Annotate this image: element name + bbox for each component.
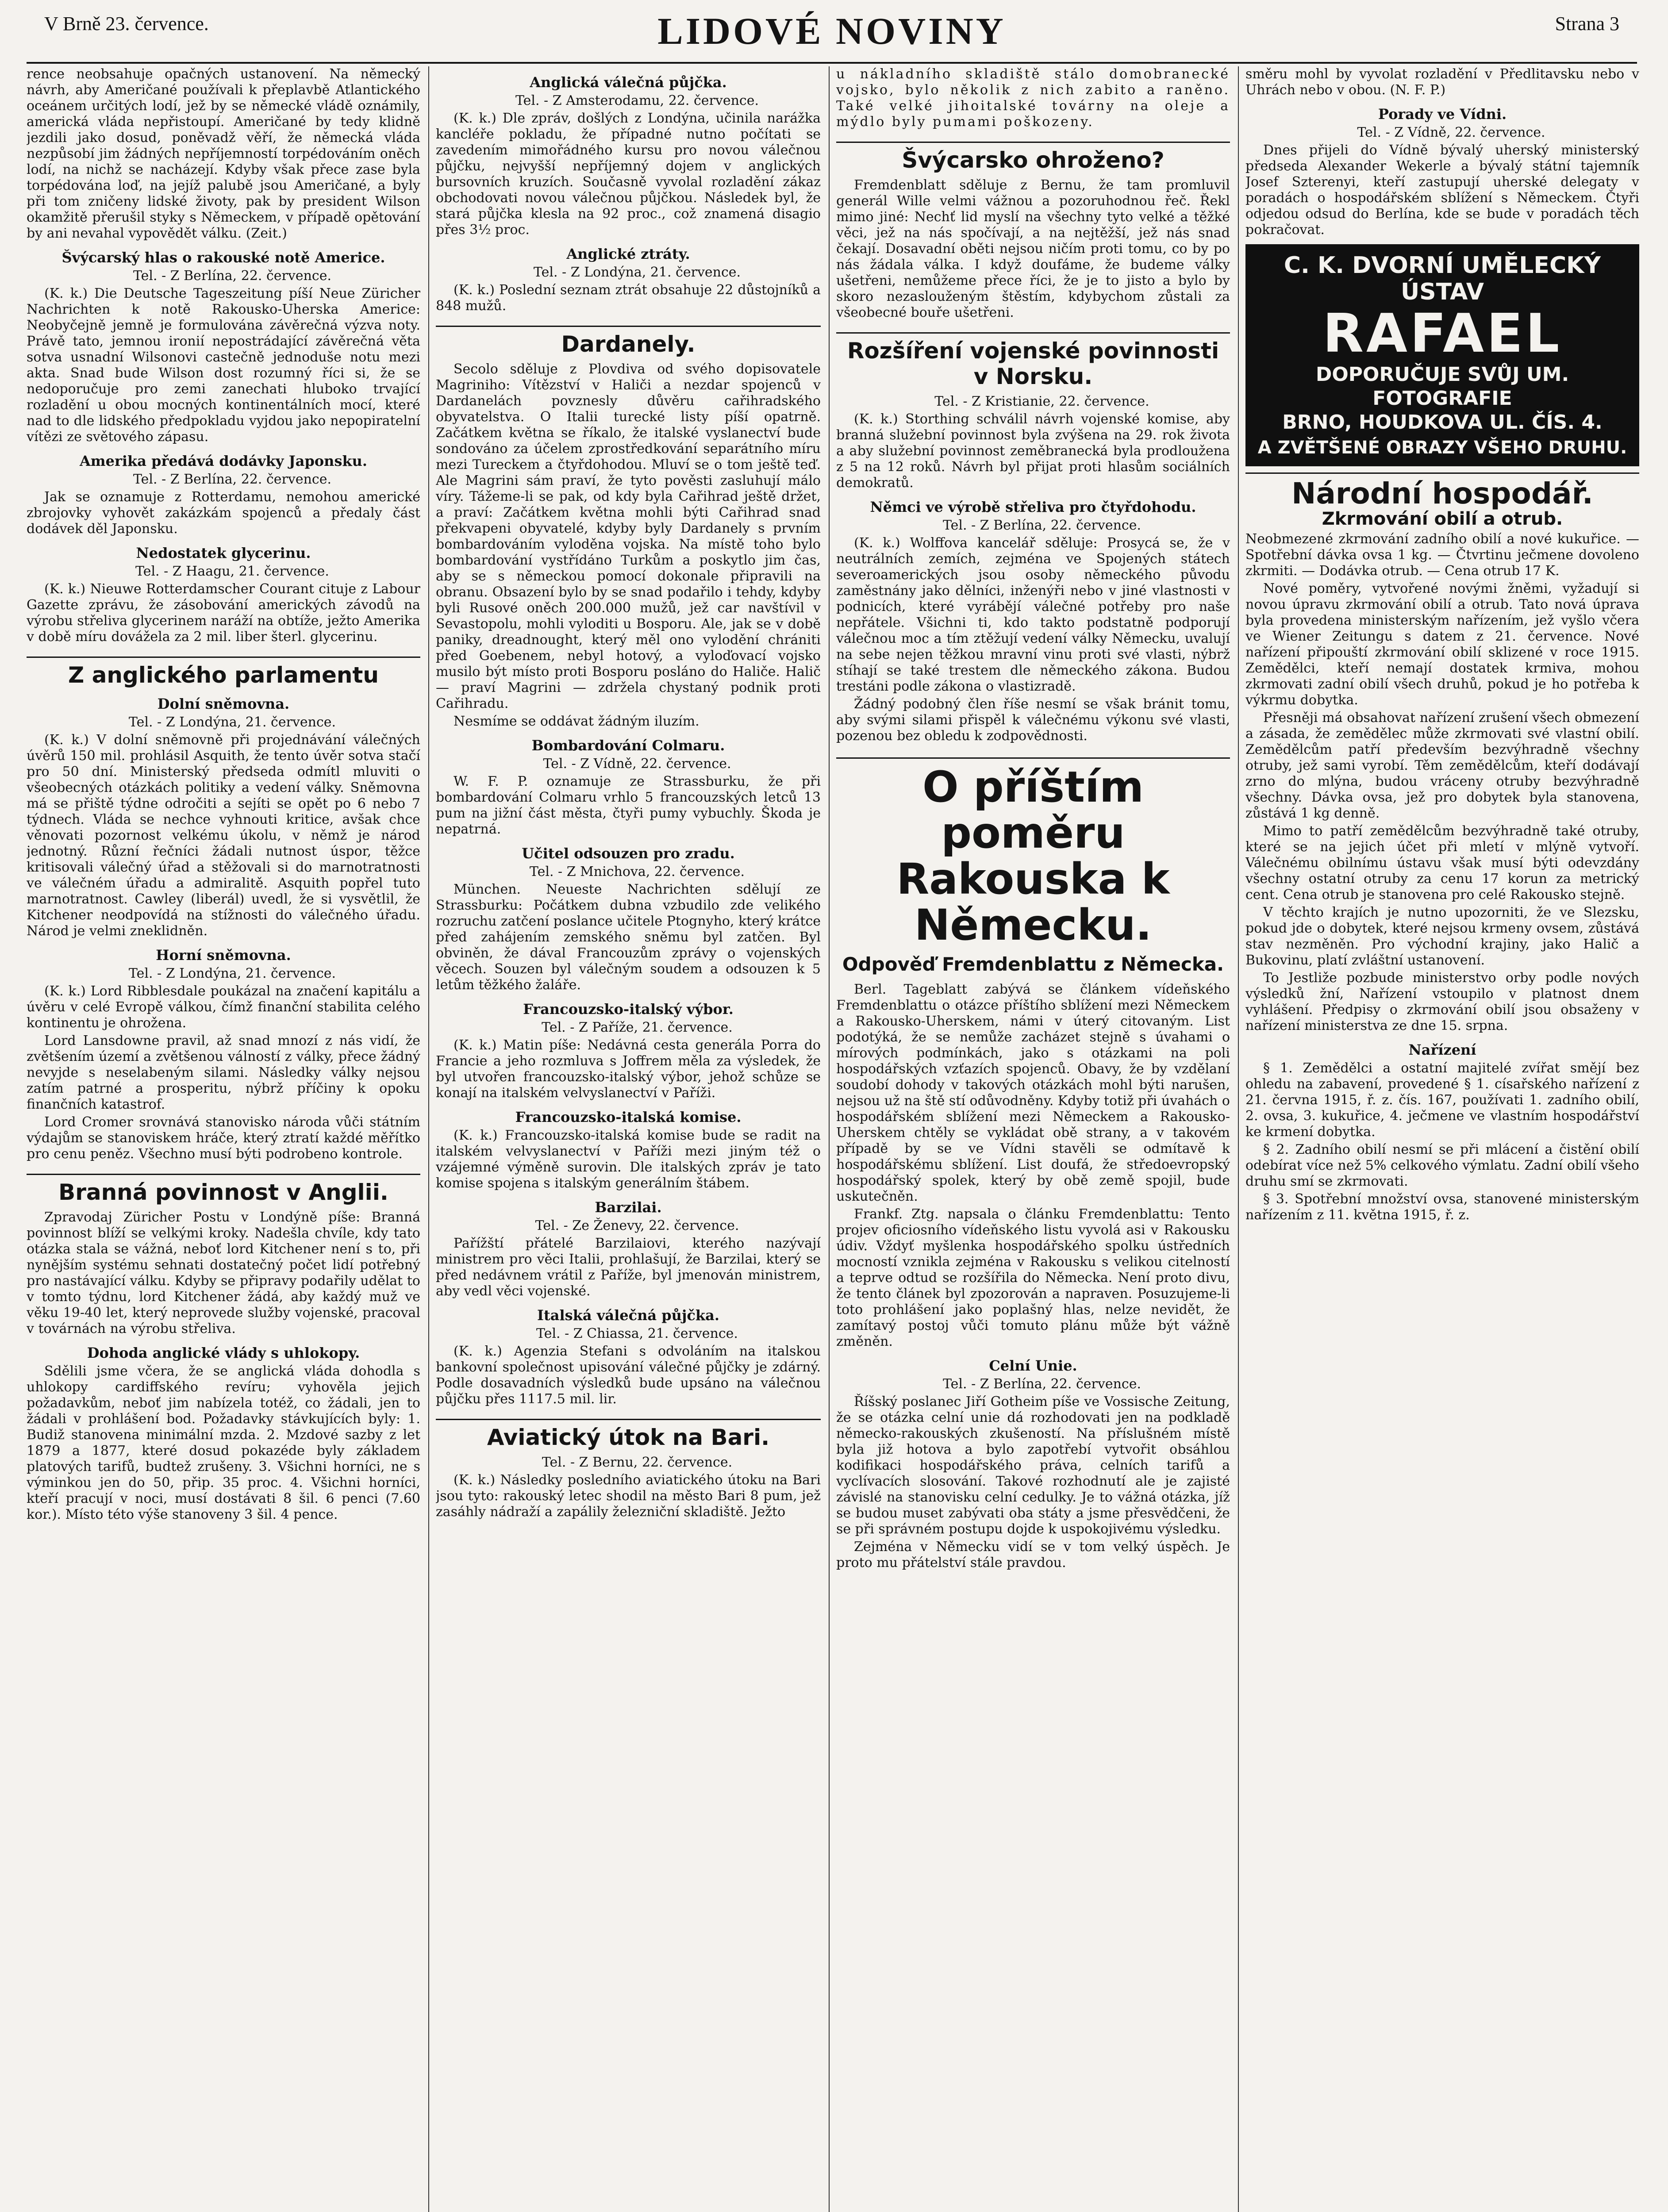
article-heading: Italská válečná půjčka. xyxy=(537,1307,719,1324)
dateline: Tel. - Z Bernu, 22. července. xyxy=(542,1455,733,1470)
article-paragraph: Říšský poslanec Jiří Gotheim píše ve Vossische Zeitung, že se otázka celní unie dá rozhodovati jen na podkladě německo-rakouských zkušeností. Na příslušném místě byla již hotova a bylo zapotřebí vytvořit obsáhlou kodifikaci hospodářského práva, celních tarifů a vyclívacích slosování. Takové rozhodnutí ale je zajisté závislé na stanovisku celní cedulky. Je to vážná otázka, jíž se budou muset zabývati oba státy a jsme přesvědčeni, že se při správném postupu dojde k uspokojivému výsledku. xyxy=(836,1394,1230,1537)
article-paragraph: Dnes přijeli do Vídně bývalý uherský ministerský předseda Alexander Wekerle a bývalý státní tajemník Josef Szterenyi, kteří zastupují uherské delegaty v poradách o hospodářském sblížení s Německem. Čtyři odjedou odsud do Berlína, kde se bude v poradách těch pokračovat. xyxy=(1245,142,1639,238)
column-2 xyxy=(436,66,821,2212)
article-paragraph: Pařížští přátelé Barzilaiovi, kterého nazývají ministrem pro věci Italii, prohlašují, že Barzilai, který se před nedávnem vrátil z Paříže, byl jmenován ministrem, aby vedl věci vojenské. xyxy=(436,1236,821,1299)
column-rule xyxy=(428,66,429,2212)
column-4 xyxy=(1245,66,1639,2212)
article-heading: Francouzsko-italská komise. xyxy=(515,1109,742,1125)
ad-line-address: BRNO, HOUDKOVA UL. ČÍS. 4. xyxy=(1282,411,1603,434)
article-paragraph: rence neobsahuje opačných ustanovení. Na německý návrh, aby Američané používali k přeplavbě Atlantického oceánem určitých lodí, jež by se německé vládě oznámily, americká vláda nepřistoupí. Američané by tedy klidně jezdili jako dosud, poněvadž věří, že německá vláda nezpůsobí jim žádných nepříjemností torpédováním oněch lodí, na nichž se nacházejí. Kdyby však přece zase byla torpédována loď, na jejíž palubě jsou Američané, a byly při tom zničeny lidské životy, pak by president Wilson okamžitě přerušil styky s Německem, v případě opětování by ani nevahal vypovědět válku. (Zeit.) xyxy=(27,66,420,241)
article-paragraph: (K. k.) Die Deutsche Tageszeitung píší Neue Züricher Nachrichten k notě Rakousko-Uherska Americe: Neobyčejně jemně je formulována závěrečná výzva noty. Právě tato, jemnou ironií nepostrádající závěrečná věta sotva usnadní Wilsonovi castečně jednoduše notu mezi akta. Snad bude Wilson dost rozumný říci si, že se nedoporučuje pro zemi zanechati hluboko trvající rozladění u obou mocných kontinentálních mocí, které nad to dle lidského předpokladu vyjdou jako nepopiratelní vítězi ze světového zápasu. xyxy=(27,286,420,445)
ad-line-recommends: DOPORUČUJE SVŮJ UM. FOTOGRAFIE xyxy=(1315,363,1569,410)
article-heading: Nedostatek glycerinu. xyxy=(136,545,311,561)
rafael-advertisement xyxy=(1245,244,1639,466)
article-heading: Nařízení xyxy=(1408,1041,1476,1058)
article-paragraph: W. F. P. oznamuje ze Strassburku, že při bombardování Colmaru vrhlo 5 francouzských letců 13 pum na jižní část města, čtyři pumy vybuchly. Škoda je nepatrná. xyxy=(436,774,821,837)
dateline: Tel. - Z Berlína, 22. července. xyxy=(942,518,1141,533)
article-heading: Porady ve Vídni. xyxy=(1378,106,1507,123)
article-paragraph: (K. k.) Agenzia Stefani s odvoláním na italskou bankovní společnost upisování válečné půjčky je zdárný. Podle dosavadních výsledků bude upsáno na válečnou půjčku přes 1117.5 mil. lir. xyxy=(436,1344,821,1407)
article-paragraph: München. Neueste Nachrichten sdělují ze Strassburku: Počátkem dubna vzbudilo zde velikého rozruchu zatčení poslance učitele Ptognyho, který krátce před zahájením zemského sněmu byl zatčen. Byl obviněn, že dával Francouzům zprávy o vojenských věcech. Souzen byl válečným soudem a odsouzen k 5 letům těžkého žaláře. xyxy=(436,882,821,993)
masthead-title: LIDOVÉ NOVINY xyxy=(657,10,1006,52)
article-paragraph: (K. k.) Matin píše: Nedávná cesta generála Porra do Francie a jeho rozmluva s Joffrem měla za výsledek, že byl utvořen francouzsko-italský výbor, jehož schůze se konají na italském velvyslanectví v Paříži. xyxy=(436,1037,821,1101)
masthead xyxy=(27,9,1637,64)
article-paragraph: Jak se oznamuje z Rotterdamu, nemohou americké zbrojovky vyhovět zakázkám spojenců a předaly část dodávek děl Japonsku. xyxy=(27,489,420,537)
section-headline: Švýcarsko ohroženo? xyxy=(836,142,1230,173)
dateline: Tel. - Z Berlína, 22. července. xyxy=(942,1376,1141,1392)
article-paragraph: Secolo sděluje z Plovdiva od svého dopisovatele Magriniho: Vítězství v Haliči a nezdar spojenců v Dardanelách povznesly důvěru cařihradského obyvatelstva. O Italii turecké listy píší opatrně. Začátkem května se říkalo, že italské vyslanectví bude sondováno za účelem zprostředkování separátního míru mezi Tureckem a čtyřdohodou. Mluví se o tom ještě teď. Ale Magrini sám praví, že tyto pověsti zasluhují málo víry. Tážeme-li se pak, od kdy byla Cařihrad ještě držet, a praví: Začátkem května mohli býti Cařihrad snad překvapeni obyvatelé, kdyby byly Dardanely s prvním bombardováním vyloděna vojska. Na místě toho bylo bombardování vystřídáno Turkům a poskytlo jim čas, aby se s německou pomocí dokonale připravili na obranu. Obsazení bylo by se snad podařilo i tehdy, kdyby byli Rusové oněch 200.000 mužů, jež car navštívil v Sevastopolu, mohli vyloditi u Bosporu. Ale, jak se v době paniky, dreadnought, který měl ono vylodění chrániti před Goebenem, nebyl hotový, a vyloďovací vojsko musilo být místo proti Bosporu posláno do Haliče. Halič — praví Magrini — zdržela chystaný podnik proti Cařihradu. xyxy=(436,361,821,711)
article-paragraph: (K. k.) Francouzsko-italská komise bude se radit na italském velvyslanectví v Paříži mezi jiným též o vzájemné výměně surovin. Dle italských zpráv je tato komise spojena s italským generálním štábem. xyxy=(436,1128,821,1191)
article-heading: Němci ve výrobě střeliva pro čtyřdohodu. xyxy=(870,499,1196,515)
ad-line-enlargements: A ZVĚTŠENÉ OBRAZY VŠEHO DRUHU. xyxy=(1257,438,1627,458)
article-heading: Francouzsko-italský výbor. xyxy=(523,1001,734,1018)
article-paragraph: (K. k.) Storthing schválil návrh vojenské komise, aby branná služební povinnost byla zvýšena na 29. rok života a aby služební povinnost zeměbranecká byla prodloužena z 5 na 12 roků. Návrh byl přijat proti hlasům sociálních demokratů. xyxy=(836,411,1230,491)
article-heading: Učitel odsouzen pro zradu. xyxy=(522,845,735,862)
article-paragraph: Nové poměry, vytvořené novými žněmi, vyžadují si novou úpravu zkrmování obilí a otrub. Tato nová úprava byla provedena ministerským nařízením, jež vyšlo včera ve Wiener Zeitungu s datem z 21. července. Nové nařízení připouští zkrmování obilí sklizené v roce 1915. Zemědělci, kteří nemají dostatek krmiva, mohou zkrmovati zadní obilí všech druhů, pokud je ho potřeba k výkrmu dobytka. xyxy=(1245,581,1639,708)
section-title-economy: Národní hospodář. xyxy=(1245,472,1639,510)
article-paragraph: Lord Cromer srovnává stanovisko národa vůči státním výdajům se stanoviskem hráče, který ztratí každé měřítko pro cenu peněz. Všechno musí býti podrobeno kontrole. xyxy=(27,1114,420,1162)
dateline: Tel. - Z Berlína, 22. července. xyxy=(133,472,332,487)
dateline: Tel. - Z Paříže, 21. července. xyxy=(542,1020,733,1035)
dateline: Tel. - Z Vídně, 22. července. xyxy=(1357,125,1545,140)
main-subheadline: Odpověď Fremdenblattu z Německa. xyxy=(842,953,1224,975)
dateline: Tel. - Ze Ženevy, 22. července. xyxy=(535,1218,739,1233)
article-heading: Celní Unie. xyxy=(989,1357,1077,1374)
dateline: Tel. - Z Londýna, 21. července. xyxy=(128,714,336,730)
column-rule xyxy=(829,66,830,2212)
article-paragraph: (K. k.) Nieuwe Rotterdamscher Courant cituje z Labour Gazette zprávu, že zásobování amerických závodů na výrobu střeliva glycerinem naráží na obtíže, ježto Amerika v době míru dovážela za 2 mil. liber šterl. glycerinu. xyxy=(27,581,420,645)
article-paragraph: Frankf. Ztg. napsala o článku Fremdenblattu: Tento projev oficiosního vídeňského listu vyvolá asi v Rakousku údiv. Vždyť myšlenka hospodářského spolku ústředních mocností vznikla zejména v Rakousku s velikou citelností a teprve odtud se rozšířila do Německa. Není proto divu, že tento článek byl zpozorován a napraven. Posuzujeme-li toto prohlášení jako poplašný hlas, nelze nevidět, že zamítavý postoj vůči tomuto plánu může být vážně změněn. xyxy=(836,1206,1230,1349)
article-heading: Bombardování Colmaru. xyxy=(531,737,725,754)
article-heading: Anglická válečná půjčka. xyxy=(530,74,727,91)
article-paragraph: § 3. Spotřební množství ovsa, stanovené ministerským nařízením z 11. května 1915, ř. z. xyxy=(1245,1191,1639,1223)
main-headline: O příštím poměru Rakouska k Německu. xyxy=(836,757,1230,948)
article-paragraph: To Jestliže pozbude ministerstvo orby podle nových výsledků žní, Nařízení vstoupilo v platnost dnem vyhlášení. Předpisy o zkrmování obilí jsou obsaženy v nařízení ministerstva ze dne 15. srpna. xyxy=(1245,970,1639,1033)
article-paragraph: § 2. Zadního obilí nesmí se při mlácení a čistění obilí odebírat více než 5% celkového výmlatu. Zadní obilí všeho druhu smí se zkrmovati. xyxy=(1245,1142,1639,1189)
article-paragraph: V těchto krajích je nutno upozorniti, že ve Slezsku, pokud jde o dobytek, které nejsou krmeny ovsem, zůstává stav nezměněn. Pro východní krajiny, jako Halič a Bukovinu, platí zvláštní ustanovení. xyxy=(1245,905,1639,968)
ad-line-institute: C. K. DVORNÍ UMĚLECKÝ ÚSTAV xyxy=(1284,252,1601,305)
article-paragraph: Zejména v Německu vidí se v tom velký úspěch. Je proto mu přátelství stále pravdou. xyxy=(836,1539,1230,1571)
masthead-page-number: Strana 3 xyxy=(1555,13,1619,35)
article-paragraph: (K. k.) Dle zpráv, došlých z Londýna, učinila narážka kancléře pokladu, že případné nutno počítati se zavedením mimořádného kursu pro novou válečnou půjčku, nejvyšší nepříjemný dojem v anglických bursovních kruzích. Současně vyvolal rozladění zákaz obchodovati novou válečnou půjčkou. Následek byl, že stará půjčka klesla na 92 proc., což znamená disagio přes 3½ proc. xyxy=(436,111,821,238)
article-paragraph: § 1. Zemědělci a ostatní majitelé zvířat smějí bez ohledu na zabavení, provedené § 1. císařského nařízení z 21. června 1915, ř. z. čís. 167, používati 1. zadního obilí, 2. ovsa, 3. kukuřice, 4. ječmene ve vlastním hospodářství ke krmení dobytka. xyxy=(1245,1060,1639,1140)
column-rule xyxy=(1238,66,1239,2212)
article-paragraph: Zpravodaj Züricher Postu v Londýně píše: Branná povinnost blíží se velkými kroky. Nadešla chvíle, kdy tato otázka stala se vážná, neboť lord Kitchener není s to, při nynějším systému sehnati dostatečný počet lidí potřebný pro nastávající válku. Kdyby se připravy podařily udělat to v tomto týdnu, lord Kitchener žádá, aby každý muž ve věku 19-40 let, který neprovede služby vojenské, pracoval v továrnách na výrobu střeliva. xyxy=(27,1210,420,1336)
section-headline: Rozšíření vojenské povinnosti v Norsku. xyxy=(836,332,1230,389)
section-subtitle: Zkrmování obilí a otrub. xyxy=(1322,509,1563,529)
article-heading: Anglické ztráty. xyxy=(566,246,690,262)
article-paragraph: směru mohl by vyvolat rozladění v Předlitavsku nebo v Uhrách nebo v obou. (N. F. P.) xyxy=(1245,66,1639,98)
section-headline: Dardanely. xyxy=(436,326,821,357)
article-paragraph: Lord Lansdowne pravil, až snad mnozí z nás vidí, že zvětšením území a zvětšenou válností z války, přece žádný nevyjde s neselabeným silami. Následky války nejsou zatím patrné a prosperitu, nýbrž příčiny k opoku finančních katastrof. xyxy=(27,1033,420,1112)
article-heading: Horní sněmovna. xyxy=(156,947,291,964)
article-paragraph: Žádný podobný člen říše nesmí se však bránit tomu, aby svými silami přispěl k válečnému výkonu své vlasti, pozenou bez obledu k zodpovědnosti. xyxy=(836,696,1230,744)
dateline: Tel. - Z Amsterodamu, 22. července. xyxy=(515,93,759,108)
dateline: Tel. - Z Berlína, 22. července. xyxy=(133,268,332,284)
article-heading: Dohoda anglické vlády s uhlokopy. xyxy=(87,1344,360,1361)
section-headline: Aviatický útok na Bari. xyxy=(436,1419,821,1450)
article-heading: Barzilai. xyxy=(595,1199,662,1216)
article-heading: Dolní sněmovna. xyxy=(157,695,290,712)
article-paragraph: Přesněji má obsahovat nařízení zrušení všech obmezení a zásada, že zemědělec může zkrmovati své vlastní obilí. Zemědělcům patří především bezvýhradně všechny otruby, jež sami vyrobí. Těm zemědělcům, kteří dodávají zrno do mlýna, budou vráceny otruby bezvýhradně všechny. Dávka ovsa, jež pro dobytek byla stanovena, zůstává 1 kg denně. xyxy=(1245,710,1639,821)
article-paragraph: (K. k.) Lord Ribblesdale poukázal na značení kapitálu a úvěru v celé Evropě válkou, čímž finanční stabilita celého kontinentu je ohrožena. xyxy=(27,983,420,1031)
article-summary: Neobmezené zkrmování zadního obilí a nové kukuřice. — Spotřební dávka ovsa 1 kg. — Čtvrtinu ječmene dovoleno zkrmiti. — Dodávka otrub. — Cena otrub 17 K. xyxy=(1245,531,1639,579)
article-paragraph: Mimo to patří zemědělcům bezvýhradně také otruby, které se na jejich účet při mletí v mlýně vytvoří. Válečnému obilnímu ústavu však musí býti odevzdány všechny ostatní otruby za cenu 17 korun za metrický cent. Cena otrub je stanovena pro celé Rakousko stejně. xyxy=(1245,823,1639,902)
article-paragraph: (K. k.) Wolffova kancelář sděluje: Prosycá se, že v neutrálních zemích, zejména ve Spojených státech severoamerických jsou osoby německého původu zaměstnány jako dělníci, inženýři nebo v jiné vlastnosti v podnicích, které vyrábějí válečné potřeby pro naše nepřátele. Všichni ti, kdo takto podstatně podporují válečnou moc a tím ztěžují vedení války Německu, uvalují na sebe nejen těžkou mravní vinu proti své vlasti, nýbrž stíhají se také trestem dle německého zákona. Budou trestáni podle zákona o vlastizradě. xyxy=(836,535,1230,694)
article-paragraph: (K. k.) V dolní sněmovně při projednávání válečných úvěrů 150 mil. prohlásil Asquith, že tento úvěr sotva stačí pro 50 dní. Ministerský předseda odmítl mluviti o všeobecných otázkách politiky a vedení války. Sněmovna má se přiště týdne odročiti a sejíti se opět po 6 nebo 7 týdnech. Vláda se nechce vyhnouti kritice, avšak chce věnovati pozornost velkému úkolu, v němž je národ jednotný. Různí řečníci žádali nutnost úspor, těžce kritisovali válečný úřad a stěžovali si do marnotratnosti ve válečném úřadu a admiralitě. Asquith popřel tuto marnotratnost. Cawley (liberál) uvedl, že si vysvětlil, že Kitchener neodpovídá na stížnosti do válečného úřadu. Národ je velmi zneklidněn. xyxy=(27,732,420,939)
dateline: Tel. - Z Kristianie, 22. července. xyxy=(934,394,1149,409)
dateline: Tel. - Z Londýna, 21. července. xyxy=(533,265,741,280)
section-headline: Branná povinnost v Anglii. xyxy=(27,1174,420,1205)
section-headline: Z anglického parlamentu xyxy=(27,657,420,688)
article-paragraph: (K. k.) Poslední seznam ztrát obsahuje 22 důstojníků a 848 mužů. xyxy=(436,282,821,314)
dateline: Tel. - Z Londýna, 21. července. xyxy=(128,966,336,981)
column-1 xyxy=(27,66,420,2212)
article-paragraph: Fremdenblatt sděluje z Bernu, že tam promluvil generál Wille velmi vážnou a pozoruhodnou řeč. Řekl mimo jiné: Nechť lid myslí na všechny tyto velké a těžké věci, jež na nás spočívají, a na nejtěžší, jež nás snad čekají. Dosavadní oběti nejsou ničím proti tomu, co by po nás žádala válka. I když doufáme, že budeme války ušetřeni, nemůžeme přece říci, že je to jisto a bylo by skoro nezaslouženým štěstím, kdybychom zůstali za všeobecné bouře ušetřeni. xyxy=(836,177,1230,320)
column-3 xyxy=(836,66,1230,2212)
article-paragraph: (K. k.) Následky posledního aviatického útoku na Bari jsou tyto: rakouský letec shodil na město Bari 8 pum, jež zasáhly nádraží a zapálily železniční skladiště. Ježto xyxy=(436,1472,821,1520)
article-paragraph: Nesmíme se oddávat žádným iluzím. xyxy=(454,714,699,729)
ad-brand-name: RAFAEL xyxy=(1322,303,1562,365)
dateline: Tel. - Z Vídně, 22. července. xyxy=(543,756,731,772)
article-heading: Švýcarský hlas o rakouské notě Americe. xyxy=(61,249,385,266)
dateline: Tel. - Z Mnichova, 22. července. xyxy=(529,864,745,879)
dateline: Tel. - Z Haagu, 21. července. xyxy=(135,564,329,579)
article-paragraph: Berl. Tageblatt zabývá se článkem vídeňského Fremdenblattu o otázce příštího sblížení mezi Německem a Rakousko-Uherskem, námi v úterý citovaným. List podotýká, že se nemůže zacházet stejně s úvahami o mírových podmínkách, jako s otázkami na poli hospodářských vzťazích spojenců. Obavy, že by vzdělaní soudobí dohody v takových otázkách mohl býti narušen, nejsou už na ště stí odůvodněny. Kdyby totiž při úvahách o hospodářském sblížení mezi Německem a Rakousko-Uherskem chtěly se vykládat obě strany, a v takovém případě by se ve Vídni stavěli se odmítavě k hospodářskému sblížení. List doufá, že středoevropský hospodářský spolek, který by obě země spojil, bude uskutečněn. xyxy=(836,982,1230,1204)
article-paragraph: Sdělili jsme včera, že se anglická vláda dohodla s uhlokopy cardiffského revíru; vyhověla jejich požadavkům, neboť jim nabízela totéž, co žádali, jen to žádali v prohlášení bod. Požadavky stávkujících byly: 1. Budiž stanovena minimální mzda. 2. Mzdové sazby z let 1879 a 1877, které dosud pokazéde byly základem platových tarifů, budtež zrušeny. 3. Všichni horníci, ne s výminkou jen do 50, přip. 35 proc. 4. Všichni horníci, kteří pracují v noci, musí dostávati 8 šil. 6 penci (7.60 kor.). Místo této výše stanoveny 3 šil. 4 pence. xyxy=(27,1363,420,1522)
dateline: Tel. - Z Chiassa, 21. července. xyxy=(536,1326,738,1341)
article-paragraph: u nákladního skladiště stálo domobranecké vojsko, bylo několik z nich zabito a raněno. Také velké jihoitalské továrny na oleje a mýdlo byly pumami poškozeny. xyxy=(836,66,1230,130)
masthead-date: V Brně 23. července. xyxy=(44,13,209,35)
article-heading: Amerika předává dodávky Japonsku. xyxy=(79,453,368,469)
